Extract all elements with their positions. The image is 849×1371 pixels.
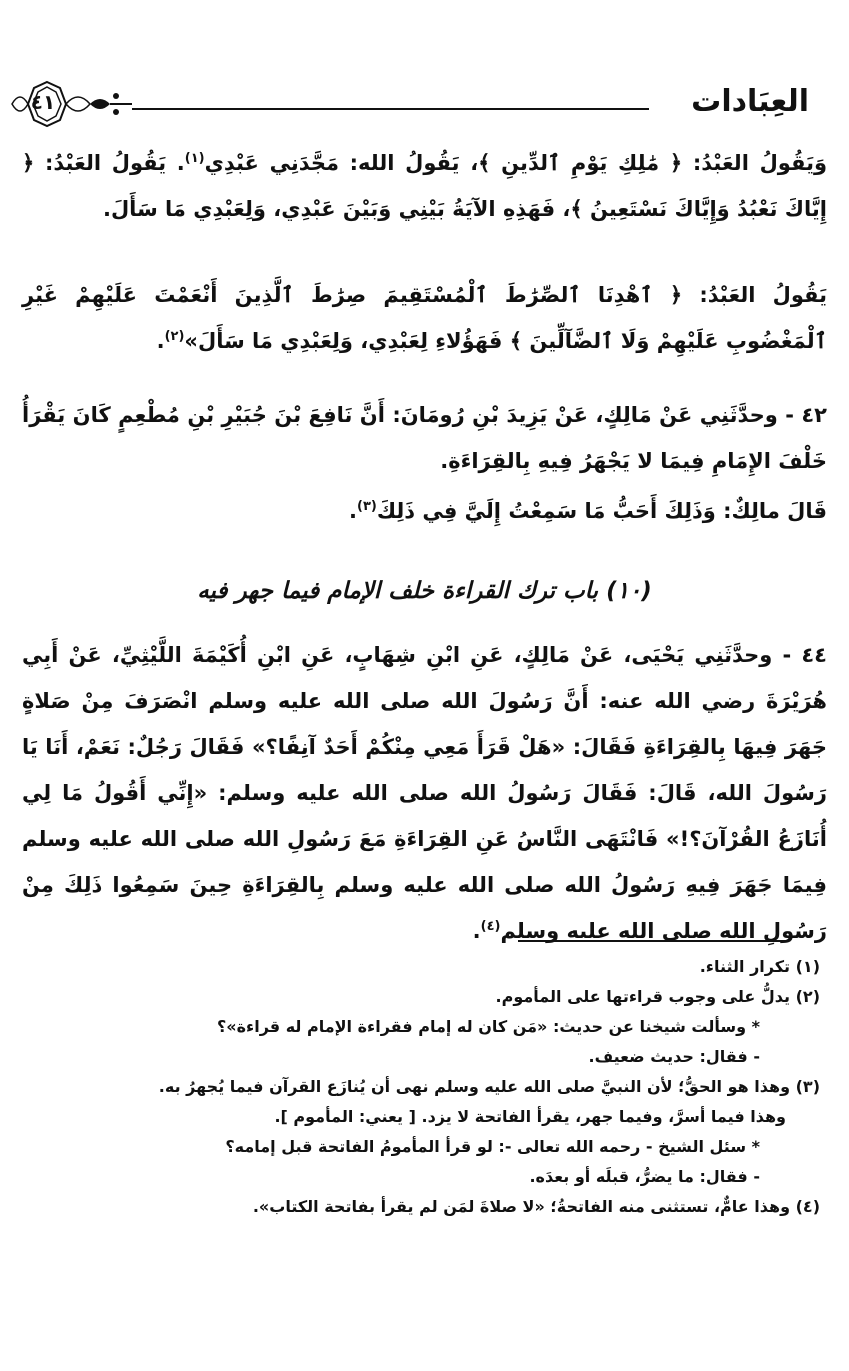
paragraph-1b-text: ﴿ إِيَّاكَ نَعْبُدُ وَإِيَّاكَ نَسْتَعِينُ ﴾، فَهَذِهِ الآيَةُ بَيْنِي وَبَيْنَ عَبْدِي، وَلِعَبْدِي مَا سَأَلَ. xyxy=(22,151,827,221)
paragraph-1 xyxy=(22,140,827,232)
footnote-1: (١) تكرار الثناء. xyxy=(699,957,820,976)
footnote-4: (٤) وهذا عامٌّ، تستثنى منه الفاتحةُ؛ «لا صلاةَ لمَن لم يقرأ بفاتحة الكتاب». xyxy=(252,1197,820,1216)
footnote-ref-2: (٢) xyxy=(164,329,185,344)
footnote-3: (٣) وهذا هو الحقُّ؛ لأن النبيَّ صلى الله عليه وسلم نهى أن يُنازَع القرآن فيما يُجهرُ به. xyxy=(158,1077,820,1096)
footnote-ref-3: (٣) xyxy=(357,499,377,514)
footnote-3-question: * سئل الشيخ - رحمه الله تعالى -: لو قرأ المأمومُ الفاتحة قبل إمامه؟ xyxy=(225,1137,760,1156)
hadith-44-dot: . xyxy=(472,919,481,943)
hadith-42-text: ٤٢ - وحدَّثَنِي عَنْ مَالِكٍ، عَنْ يَزِيدَ بْنِ رُومَانَ: أَنَّ نَافِعَ بْنَ جُبَيْرِ بْنِ مُطْعِمٍ كَانَ يَقْرَأُ خَلْفَ الإِمَامِ فِيمَا لا يَجْهَرُ فِيهِ بِالقِرَاءَةِ. xyxy=(22,403,827,473)
footnote-2: (٢) يدلُّ على وجوب قراءتها على المأموم. xyxy=(495,987,820,1006)
paragraph-2-dot: . xyxy=(156,329,165,353)
paragraph-1-tail: . يَقُولُ العَبْدُ: xyxy=(45,151,185,175)
footnote-2-question: * وسألت شيخنا عن حديث: «مَن كان له إمام فقراءة الإمام له قراءة»؟ xyxy=(216,1017,760,1036)
footnotes xyxy=(30,952,820,1222)
footnote-2-answer: - فقال: حديث ضعيف. xyxy=(588,1047,760,1066)
hadith-44 xyxy=(22,632,827,954)
header-rule xyxy=(132,108,649,110)
chapter-title: العِبَادات xyxy=(691,84,809,119)
section-title: (١٠) باب ترك القراءة خلف الإمام فيما جهر فيه xyxy=(197,578,652,604)
malik-comment-dot: . xyxy=(349,499,357,523)
malik-comment xyxy=(22,488,827,534)
paragraph-2-text: يَقُولُ العَبْدُ: ﴿ ٱهْدِنَا ٱلصِّرَٰطَ ٱلْمُسْتَقِيمَ صِرَٰطَ ٱلَّذِينَ أَنْعَمْتَ عَلَيْهِمْ غَيْرِ ٱلْمَغْضُوبِ عَلَيْهِمْ وَلَا ٱلضَّآلِّينَ ﴾ فَهَؤُلاءِ لِعَبْدِي، وَلِعَبْدِي مَا سَأَلَ» xyxy=(22,283,827,353)
footnote-divider xyxy=(518,940,786,942)
paragraph-1-text: وَيَقُولُ العَبْدُ: ﴿ مَٰلِكِ يَوْمِ ٱلدِّينِ ﴾، يَقُولُ الله: مَجَّدَنِي عَبْدِي xyxy=(204,151,828,175)
paragraph-2 xyxy=(22,272,827,364)
footnote-ref-1: (١) xyxy=(184,151,205,166)
footnote-ref-4: (٤) xyxy=(480,919,501,934)
page-header xyxy=(0,78,849,128)
page-number: ٤١ xyxy=(30,90,56,114)
footnote-3-note: وهذا فيما أسرَّ، وفيما جهر، يقرأ الفاتحة لا يزد. [ يعني: المأموم ]. xyxy=(274,1107,786,1126)
malik-comment-text: قَالَ مالِكٌ: وَذَلِكَ أَحَبُّ مَا سَمِعْتُ إِلَيَّ فِي ذَلِكَ xyxy=(376,499,827,523)
hadith-44-text: ٤٤ - وحدَّثَنِي يَحْيَى، عَنْ مَالِكٍ، عَنِ ابْنِ شِهَابٍ، عَنِ ابْنِ أُكَيْمَةَ اللَّيْثِيِّ، عَنْ أَبِي هُرَيْرَةَ رضي الله عنه: أَنَّ رَسُولَ الله صلى الله عليه وسلم انْصَرَفَ مِنْ صَلاةٍ جَهَرَ فِيهَا بِالقِرَاءَةِ فَقَالَ: «هَلْ قَرَأَ مَعِي مِنْكُمْ أَحَدٌ آنِفًا؟» فَقَالَ رَجُلٌ: نَعَمْ، أَنَا يَا رَسُولَ الله، قَالَ: فَقَالَ رَسُولُ الله صلى الله عليه وسلم: «إِنِّي أَقُولُ مَا لِي أُنَازَعُ القُرْآنَ؟!» فَانْتَهَى النَّاسُ عَنِ القِرَاءَةِ مَعَ رَسُولِ الله صلى الله عليه وسلم فِيمَا جَهَرَ فِيهِ رَسُولُ الله صلى الله عليه وسلم بِالقِرَاءَةِ حِينَ سَمِعُوا ذَلِكَ مِنْ رَسُولِ الله صلى الله عليه وسلم xyxy=(22,643,827,943)
footnote-3-answer: - فقال: ما يضرُّ، قبلَه أو بعدَه. xyxy=(529,1167,760,1186)
hadith-42 xyxy=(22,392,827,484)
